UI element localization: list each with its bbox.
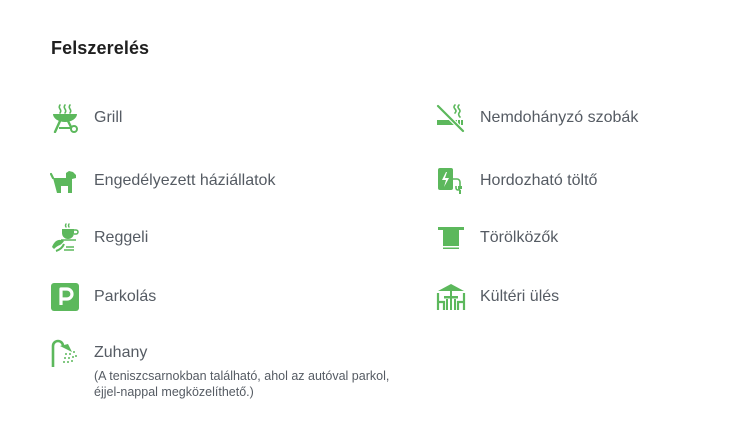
breakfast-icon — [50, 223, 80, 253]
towel-icon — [436, 223, 466, 253]
amenity-no-smoking — [436, 103, 638, 133]
amenity-charger — [436, 166, 597, 196]
amenity-shower — [50, 338, 394, 400]
amenity-parking — [50, 282, 156, 312]
amenity-breakfast — [50, 223, 148, 253]
amenity-outdoor-seating — [436, 282, 559, 312]
amenity-label: Parkolás — [94, 288, 157, 305]
amenity-label: Zuhany — [94, 344, 148, 361]
parking-icon — [50, 282, 80, 312]
shower-icon — [50, 338, 80, 368]
no-smoking-icon — [436, 103, 466, 133]
amenity-grill — [50, 103, 122, 133]
pet-dog-icon — [50, 166, 80, 196]
amenity-label: Nemdohányzó szobák — [480, 109, 639, 126]
amenity-label: Hordozható töltő — [480, 172, 598, 189]
grill-icon — [50, 103, 80, 133]
amenity-note: (A teniszcsarnokban található, ahol az autóval parkol, éjjel-nappal megközelíthető.) — [94, 369, 390, 399]
portable-charger-icon — [436, 166, 466, 196]
amenity-label: Reggeli — [94, 229, 149, 246]
outdoor-seating-icon — [436, 282, 466, 312]
amenity-label: Törölközők — [480, 229, 559, 246]
section-title: Felszerelés — [51, 38, 150, 58]
amenity-pets — [50, 166, 275, 196]
amenity-label: Grill — [94, 109, 123, 126]
amenity-label: Kültéri ülés — [480, 288, 560, 305]
amenity-label: Engedélyezett háziállatok — [94, 172, 276, 189]
amenity-towels — [436, 223, 558, 253]
